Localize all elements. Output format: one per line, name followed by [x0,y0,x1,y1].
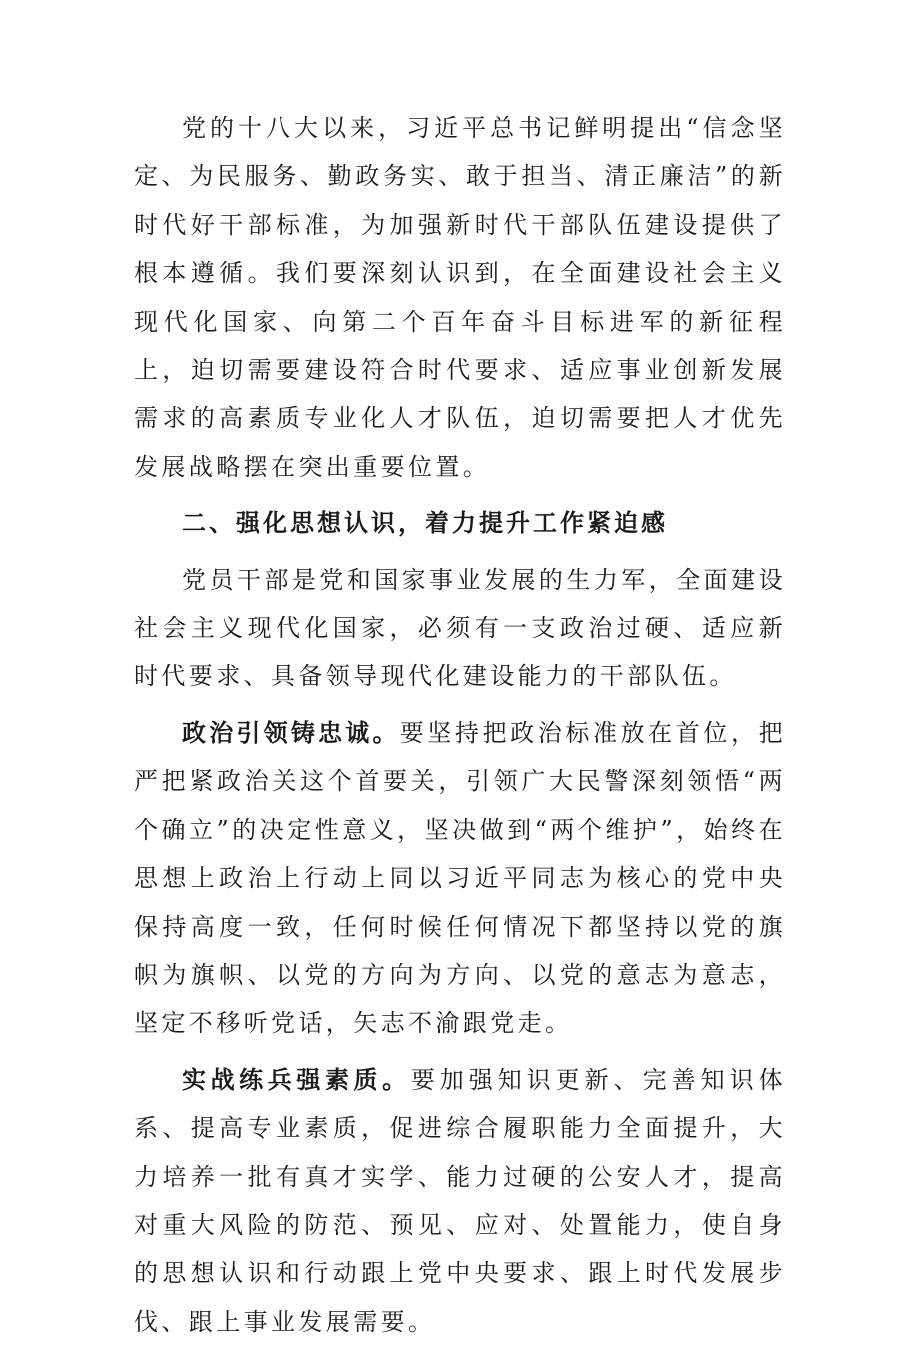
cadre-paragraph: 党员干部是党和国家事业发展的生力军，全面建设社会主义现代化国家，必须有一支政治过硬、适应新时代要求、具备领导现代化建设能力的干部队伍。 [134,565,786,691]
training-lead: 实战练兵强素质。 [182,1065,411,1094]
document-body [134,104,786,1346]
intro-paragraph: 党的十八大以来，习近平总书记鲜明提出“信念坚定、为民服务、勤政务实、敢于担当、清正廉洁”的新时代好干部标准，为加强新时代干部队伍建设提供了根本遵循。我们要深刻认识到，在全面建设社会主义现代化国家、向第二个百年奋斗目标进军的新征程上，迫切需要建设符合时代要求、适应事业创新发展需求的高素质专业化人才队伍，迫切需要把人才优先发展战略摆在突出重要位置。 [134,114,786,481]
training-body: 要加强知识更新、完善知识体系、提高专业素质，促进综合履职能力全面提升，大力培养一批有真才实学、能力过硬的公安人才，提高对重大风险的防范、预见、应对、处置能力，使自身的思想认识和行动跟上党中央要求、跟上时代发展步伐、跟上事业发展需要。 [134,1065,786,1336]
section-heading: 二、强化思想认识，着力提升工作紧迫感 [182,509,668,538]
spacer [134,1048,786,1056]
political-loyalty-paragraph [134,709,786,1048]
spacer [134,701,786,709]
spacer [134,548,786,556]
training-paragraph [134,1056,786,1346]
political-loyalty-body: 要坚持把政治标准放在首位，把严把紧政治关这个首要关，引领广大民警深刻领悟“两个确立”的决定性意义，坚决做到“两个维护”，始终在思想上政治上行动上同以习近平同志为核心的党中央保持高度一致，任何时候任何情况下都坚持以党的旗帜为旗帜、以党的方向为方向、以党的意志为意志，坚定不移听党话，矢志不渝跟党走。 [134,718,787,1038]
political-loyalty-lead: 政治引领铸忠诚。 [182,718,400,747]
spacer [134,491,786,499]
